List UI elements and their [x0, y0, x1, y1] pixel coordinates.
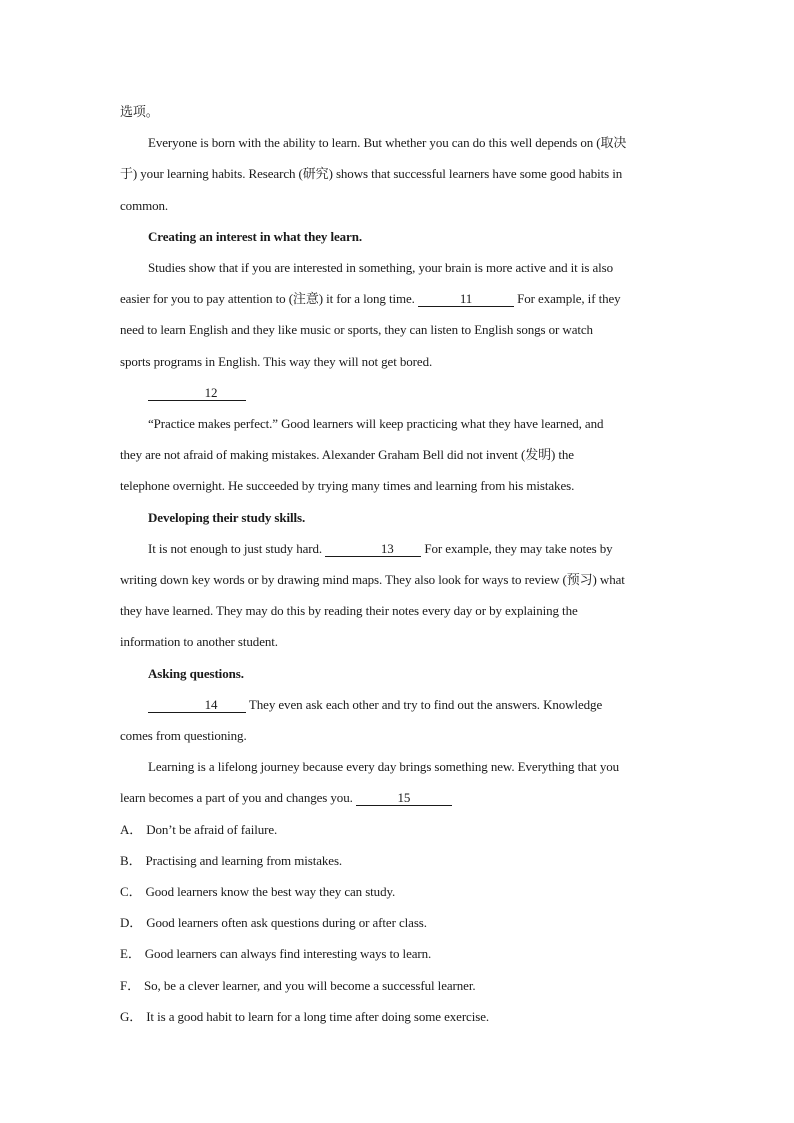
paragraph-4-line-2: writing down key words or by drawing mind maps. They also look for ways to review (预习) what	[120, 572, 625, 588]
option-f	[120, 970, 676, 1001]
document-page	[120, 96, 676, 1032]
paragraph-4-line-1-pre: It is not enough to just study hard.	[148, 540, 326, 556]
paragraph-1-line-3: common.	[120, 197, 169, 213]
paragraph-6-line-2-pre: learn becomes a part of you and changes you.	[120, 790, 356, 806]
option-text: Don’t be afraid of failure.	[146, 821, 278, 837]
option-text: Practising and learning from mistakes.	[145, 852, 343, 868]
option-letter: A．	[120, 821, 143, 837]
option-text: Good learners often ask questions during or after class.	[146, 915, 427, 931]
section-heading-questions: Asking questions.	[148, 665, 244, 681]
blank-15[interactable]: 15	[356, 791, 452, 806]
option-a	[120, 814, 676, 845]
paragraph-1-line-1: Everyone is born with the ability to learn. But whether you can do this well depends on (取决	[148, 135, 627, 151]
option-letter: G．	[120, 1008, 143, 1024]
blank-11[interactable]: 11	[418, 292, 514, 307]
option-letter: B．	[120, 852, 142, 868]
option-text: Good learners can always find interesting ways to learn.	[144, 946, 432, 962]
paragraph-2-line-2-pre: easier for you to pay attention to (注意) it for a long time.	[120, 291, 418, 307]
paragraph-4-line-1	[120, 533, 676, 564]
section-heading-study-skills: Developing their study skills.	[148, 509, 306, 525]
paragraph-3-line-2: they are not afraid of making mistakes. Alexander Graham Bell did not invent (发明) the	[120, 447, 574, 463]
paragraph-4-line-4: information to another student.	[120, 634, 278, 650]
section-heading-interest: Creating an interest in what they learn.	[148, 228, 362, 244]
option-text: It is a good habit to learn for a long time after doing some exercise.	[146, 1008, 490, 1024]
option-letter: E．	[120, 946, 141, 962]
option-e	[120, 938, 676, 969]
option-letter: C．	[120, 884, 142, 900]
paragraph-4-line-1-post: For example, they may take notes by	[421, 540, 613, 556]
option-letter: F．	[120, 977, 141, 993]
option-text: Good learners know the best way they can study.	[145, 884, 396, 900]
intro-fragment: 选项。	[120, 104, 159, 119]
paragraph-6-line-2	[120, 782, 676, 813]
paragraph-1-line-2: 于) your learning habits. Research (研究) shows that successful learners have some good habits in	[120, 166, 623, 182]
option-d	[120, 907, 676, 938]
paragraph-2-line-3: need to learn English and they like music or sports, they can listen to English songs or watch	[120, 322, 593, 338]
paragraph-3-line-1: “Practice makes perfect.” Good learners will keep practicing what they have learned, and	[148, 416, 604, 432]
option-c	[120, 876, 676, 907]
paragraph-2-line-2-post: For example, if they	[513, 291, 621, 307]
paragraph-2-line-4: sports programs in English. This way they will not get bored.	[120, 353, 433, 369]
option-text: So, be a clever learner, and you will become a successful learner.	[144, 977, 476, 993]
blank-13[interactable]: 13	[325, 542, 421, 557]
option-g	[120, 1001, 676, 1032]
blank-12-line	[120, 377, 676, 408]
option-b	[120, 845, 676, 876]
blank-12[interactable]: 12	[148, 386, 246, 401]
paragraph-4-line-3: they have learned. They may do this by reading their notes every day or by explaining the	[120, 603, 578, 619]
paragraph-5-line-1	[120, 689, 676, 720]
paragraph-5-line-2: comes from questioning.	[120, 728, 247, 744]
blank-14[interactable]: 14	[148, 698, 246, 713]
paragraph-2-line-2	[120, 283, 676, 314]
paragraph-2-line-1: Studies show that if you are interested in something, your brain is more active and it is also	[148, 260, 614, 276]
paragraph-5-line-1-post: They even ask each other and try to find out the answers. Knowledge	[246, 696, 603, 712]
option-letter: D．	[120, 915, 143, 931]
paragraph-3-line-3: telephone overnight. He succeeded by trying many times and learning from his mistakes.	[120, 478, 575, 494]
paragraph-6-line-1: Learning is a lifelong journey because every day brings something new. Everything that you	[148, 759, 620, 775]
